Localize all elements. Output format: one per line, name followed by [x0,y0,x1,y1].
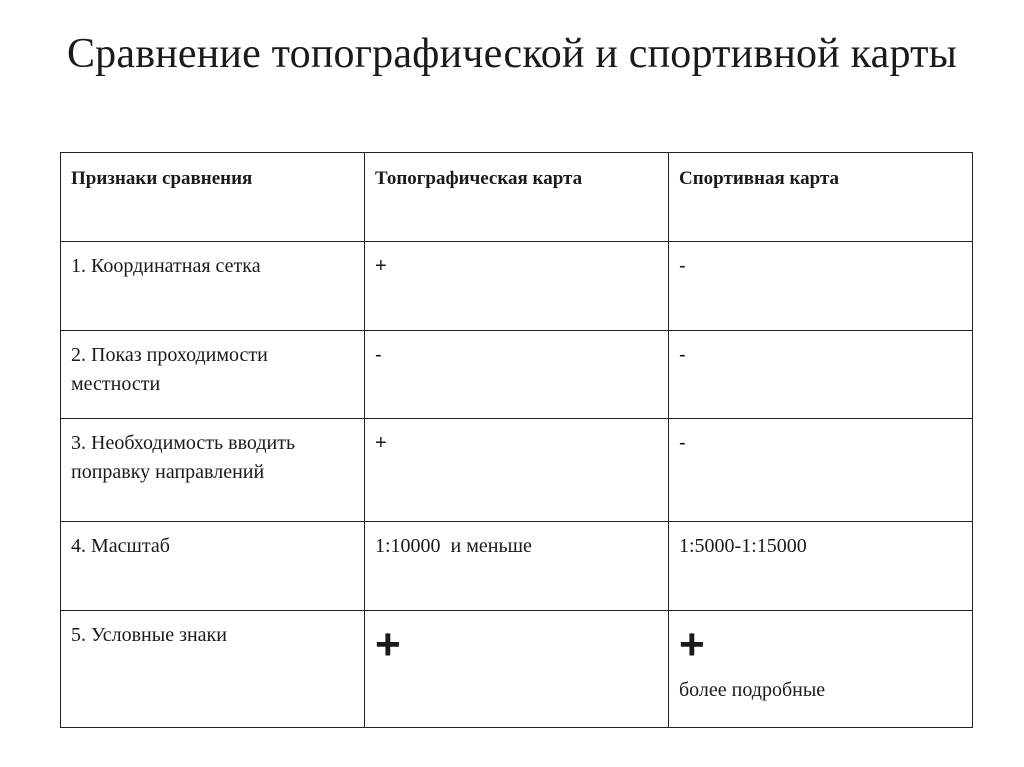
page-title: Сравнение топографической и спортивной карты [66,31,958,77]
topo-cell: 1:10000 и меньше [365,522,669,611]
column-header-topo: Топографическая карта [365,153,669,242]
plus-mark: + [679,620,705,669]
sport-note: более подробные [679,679,826,701]
topo-cell [365,611,669,728]
sport-cell: 1:5000-1:15000 [669,522,973,611]
sport-cell [669,611,973,728]
column-header-feature: Признаки сравнения [61,153,365,242]
table-row [61,331,973,419]
table-row [61,522,973,611]
feature-cell: 1. Координатная сетка [61,242,365,331]
table-row [61,419,973,522]
table-row [61,611,973,728]
feature-cell: 4. Масштаб [61,522,365,611]
comparison-table [60,152,973,728]
feature-cell: 3. Необходимость вводить поправку направлений [61,419,365,522]
sport-cell: - [669,331,973,419]
table-header-row [61,153,973,242]
feature-cell: 5. Условные знаки [61,611,365,728]
topo-cell: + [365,419,669,522]
sport-cell: - [669,242,973,331]
topo-cell: + [365,242,669,331]
sport-cell: - [669,419,973,522]
column-header-sport: Спортивная карта [669,153,973,242]
feature-cell: 2. Показ проходимости местности [61,331,365,419]
topo-cell: - [365,331,669,419]
plus-mark: + [375,620,401,669]
table-row [61,242,973,331]
